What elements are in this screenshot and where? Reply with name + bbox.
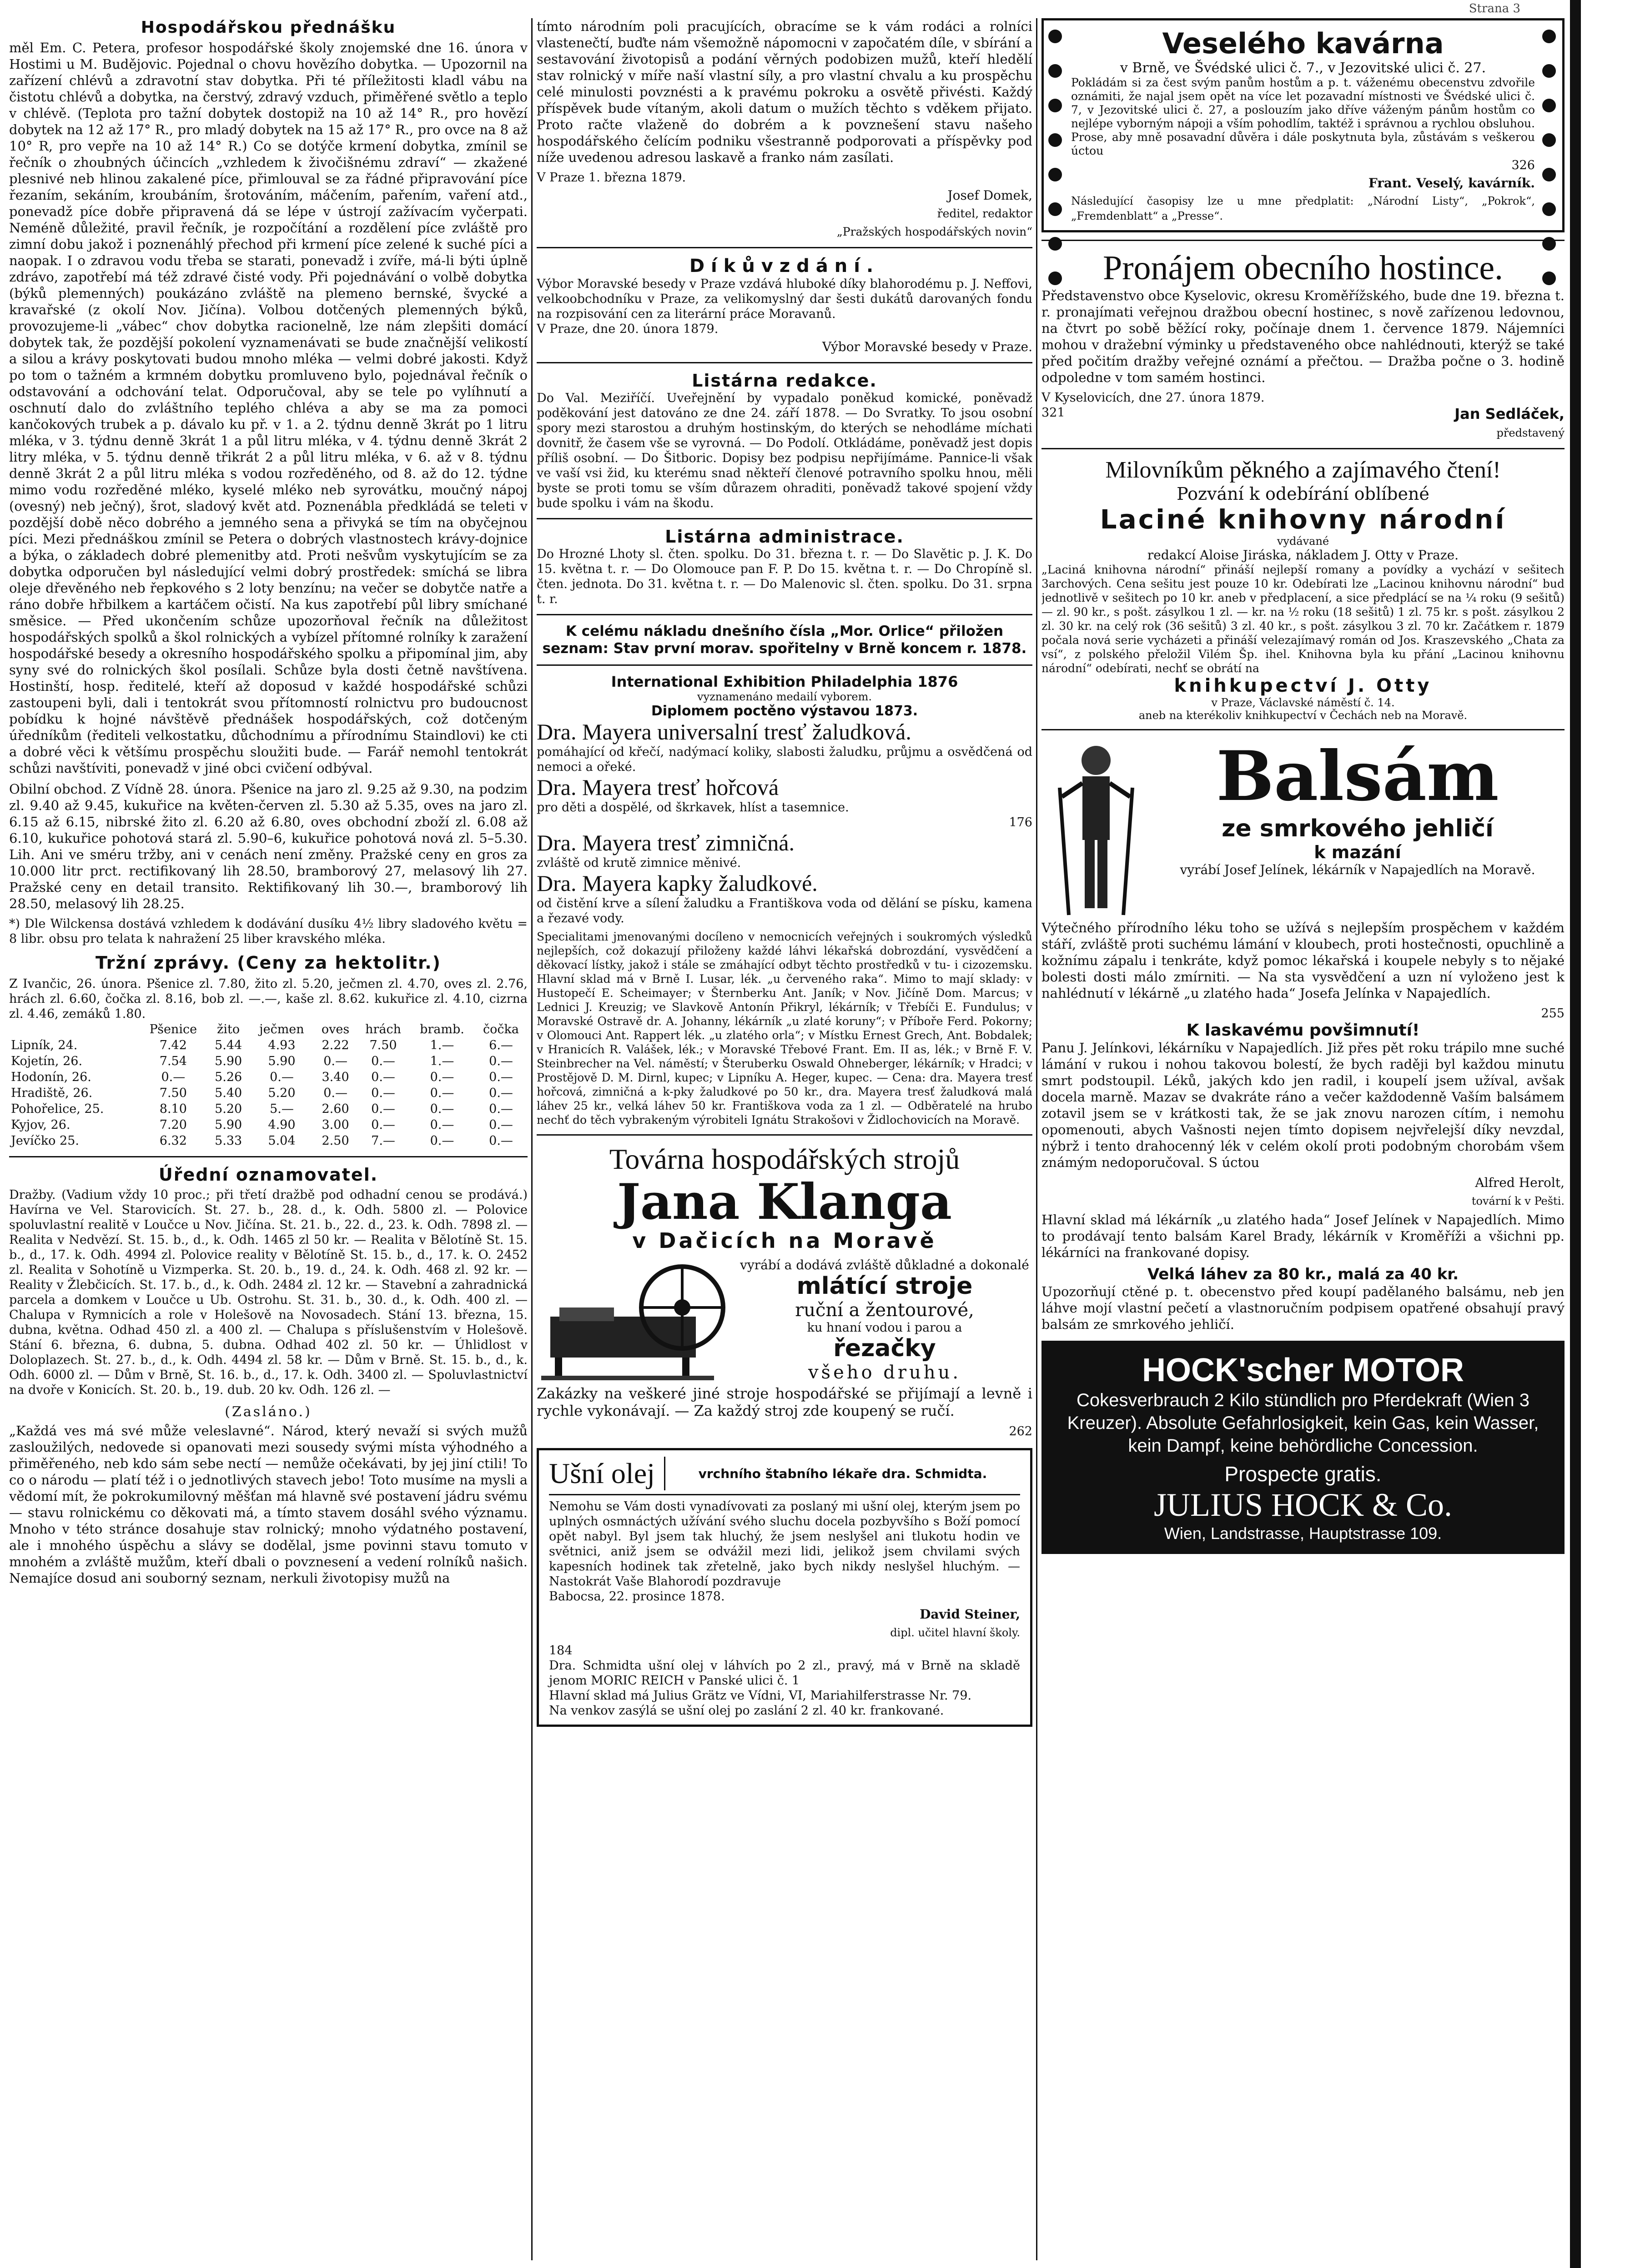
table-cell: 0.— (430, 1118, 454, 1132)
factory-line-1: vyrábí a dodává zvláště důkladné a dokonalé (740, 1257, 1029, 1272)
balsam-title: Balsám (1216, 736, 1499, 816)
cafe-signature: Frant. Veselý, kavárník. (1368, 176, 1535, 191)
table-cell: 8.10 (159, 1102, 187, 1116)
sent-text: „Každá ves má své může veleslavné“. Národ, který nevaží si svých mužů zasloužilých, nedovede si opanovati mezi sousedy svými místa výhodného a přiměřeného, neb kdo sám sebe nectí — nemůže očekávati, by jej jiní ctili! To co o národu — platí též i o jednotlivých stavech jebo! Toto musíme na mysli a vědomí mít, že pokrokumilovný měšťan má hlavně své postavení jádru svému — stavu rolnickému co děkovati má, a tímto stavem dosáhl svého významu. Mnoho v této stránce dosahuje stav rolnický; mnoho výdatného postavení, ale i mnohého úspěchu a slávy se dodělal, jsme povinni stavu tomuto v mnohém a zvláště mužům, kteří dbali o povznesení a vedení rolníků našich. Nemajíce dosud ani souborný seznam, nerkuli životopisy mužů na (9, 1423, 528, 1586)
factory-line-5: řezačky (833, 1335, 936, 1362)
divider (537, 362, 1032, 363)
balsam-signature-role: tovární k v Pešti. (1471, 1195, 1565, 1207)
page-label: Strana 3 (1469, 2, 1520, 15)
lease-signature-row (1041, 405, 1565, 422)
table-cell: 5.90 (268, 1054, 296, 1068)
table-cell: 1.— (430, 1054, 454, 1068)
sent-heading: (Zasláno.) (225, 1404, 312, 1420)
admin-letters-text: Do Hrozné Lhoty sl. čten. spolku. Do 31. března t. r. — Do Slavětic p. J. K. Do 15. května t. r. — Do Olomouce pan F. P. Do 15. května t. r. — Do Chropíně sl. čten. jednota. Do 31. května t. r. — Do Malenovic sl. čten. spolku. Do 31. srpna t. r. (537, 547, 1032, 606)
table-cell: 2.22 (322, 1038, 349, 1052)
table-row (9, 1101, 528, 1117)
thanks-heading: Díkůvzdání. (689, 256, 880, 277)
hock-text: Cokesverbrauch 2 Kilo stündlich pro Pferdekraft (Wien 3 Kreuzer). Absolute Gefahrlosigkeit, kein Gas, kein Wasser, kein Dampf, keine behördliche Concession. (1067, 1390, 1539, 1456)
market-heading: Tržní zprávy. (Ceny za hektolitr.) (95, 953, 442, 973)
factory-line-3: ruční a žentourové, (795, 1300, 974, 1321)
th-place (9, 1021, 139, 1037)
factory-line-6: všeho druhu. (808, 1362, 961, 1383)
factory-owner: Jana Klanga (617, 1173, 952, 1231)
table-cell: 5.90 (215, 1118, 242, 1132)
ear-oil-text: Nemohu se Vám dosti vynadívovati za poslaný mi ušní olej, kterým jsem po uplných osmnáctých užívání svého sluchu docela pozbyvšího s Boží pomocí opět nabyl. Byl jsem tak hluchý, že jsem neslyšel ani tlukotu hodin ve světnici, aniž jsem se odvážil mezi lidi, jelikož jsem chvilami svých kapesních hodinek tak zřetelně, jako bych nikdy neslyšel hluchým. — Nastokrát Vaše Blahorodí pozdravuje (549, 1499, 1020, 1589)
table-cell: Jevíčko 25. (11, 1134, 79, 1148)
th-oats: oves (321, 1022, 350, 1036)
hock-subtitle: Prospecte gratis. (1224, 1462, 1382, 1486)
hock-motor-ad (1041, 1341, 1565, 1554)
appeal-date: V Praze 1. března 1879. (537, 171, 686, 185)
editorial-letters-heading: Listárna redakce. (692, 371, 877, 391)
auctions-text: Dražby. (Vadium vždy 10 proc.; při třetí dražbě pod odhadní cenou se prodává.) Havírna ve Vel. Starovicích. St. 27. b., 28. d., k. Odh. 5800 zl. — Polovice spoluvlastní realitě v Loučce u Nov. Jičína. St. 21. b., 22. d., 23. k. Odh. 7898 zl. — Realita v Nedvězí. St. 15. b., d., k. Odh. 1465 zl 50 kr. — Realita v Bělotíně St. 15. b., d., 17. k. Odh. 4994 zl. Polovice reality v Bělotíně St. 15. b., d., 17. k. O. 2452 zl. Realita v Sohotíně u Vizmperka. St. 20. b., 19. d., 24. k. Odh. 468 zl. 92 kr. — Reality v Žlebčicích. St. 17. b., d., k. Odh. 2484 zl. 12 kr. — Stavební a zahradnická parcela a domkem v Loučce u Ub. Ostrohu. St. 31. b., 30. d., k. Odh. 400 zl. — Chalupa v Rymnicích a role v Holešově na Novosadech. Stání 13. března, 15. dubna, května. Odhad 450 zl. a 400 zl. — Chalupa s příslušenstvím v Holešově. Stání 6. března, 6. dubna, 5. dubna. Odhad 402 zl. 50 kr. — Úhlidlost v Doloplazech. St. 27. b., d., k. Odh. 4494 zl. 58 kr. — Dům v Brně. St. 15. b., d., k. Odh. 6000 zl. — Dům v Brně, St. 16. b., d., 17. k. Odh. 3400 zl. — Spoluvlastnictví na dvoře v Konicích. St. 20. b., 19. dub. 20 kv. Odh. 126 zl. — (9, 1188, 528, 1397)
th-peas: hrách (365, 1022, 401, 1036)
cafe-subtitle: v Brně, ve Švédské ulici č. 7., v Jezovitské ulici č. 27. (1120, 60, 1486, 76)
table-cell: 7.42 (159, 1038, 187, 1052)
table-cell: 1.— (430, 1038, 454, 1052)
th-potatoes: bramb. (420, 1022, 464, 1036)
official-heading: Úřední oznamovatel. (158, 1165, 378, 1185)
table-cell: 0.— (371, 1102, 395, 1116)
factory-line-4: ku hnaní vodou i parou a (807, 1321, 962, 1335)
table-cell: Kyjov, 26. (11, 1118, 70, 1132)
mayer4-title: Dra. Mayera kapky žaludkové. (537, 870, 818, 896)
hock-title: HOCK'scher MOTOR (1142, 1352, 1464, 1388)
factory-ad-body (537, 1257, 1032, 1385)
threshing-machine-illustration (537, 1257, 737, 1385)
table-cell: Lipník, 24. (11, 1038, 78, 1052)
table-cell: 6.— (489, 1038, 513, 1052)
table-cell: 4.90 (268, 1118, 296, 1132)
mayer2-number: 176 (1009, 815, 1032, 830)
ear-oil-signature-role: dipl. učitel hlavní školy. (890, 1626, 1020, 1639)
table-cell: 0.— (161, 1070, 186, 1084)
divider (1041, 240, 1565, 241)
mayer1-title: Dra. Mayera universalní tresť žaludková. (537, 719, 911, 744)
table-cell: 5.— (270, 1102, 294, 1116)
table-cell: 0.— (430, 1102, 454, 1116)
table-cell: 5.20 (215, 1102, 242, 1116)
mayer1-desc: pomáhající od křečí, nadýmací koliky, slabosti žaludku, průjmu a osvědčená od nemoci a ořeké. (537, 745, 1032, 774)
factory-place: v Dačicích na Moravě (632, 1228, 937, 1253)
cafe-text: Pokládám si za čest svým panům hostům a p. t. váženému obecenstvu zdvořile oznámiti, že najal jsem opět na více let pozavadní místnosti ve Švédské ulici č. 7, v Jezovitské ulici č. 27, a poslouzím jako dříve váženým pánům hostům co nejlépe vyborným nápoji a vším pohodlím, taktéž i správnou a rychlou obsluhou. Prose, aby mně posavadní důvěra i dále poskytnuta byla, zůstávám s veškerou úctou (1071, 76, 1535, 157)
balsam-letter: Panu J. Jelínkovi, lékárníku v Napajedlích. Již přes pět roku trápilo mne suché lámání v rukou i nohou takovou bolestí, že bych raději byl každou minutu smrt podstoupil. Léků, jakých kdo jen radil, i koupelí jsem užíval, avšak docela marně. Mazav se dvakráte ráno a večer každodenně Vaším balsámem zotavil jsem se v krátkosti tak, že se jak znovu narozen cítím, i nemohu opomenouti, abych Vašnosti nejen tímto dopisem nejvřelejší díky nevzdal, nýbrž i tento drahocenný lék v celém okolí proti podobným chorobám všem známým nedoporučoval. S úctou (1041, 1040, 1565, 1170)
table-cell: 7.54 (159, 1054, 187, 1068)
table-cell: 0.— (323, 1054, 347, 1068)
divider (9, 1156, 528, 1157)
right-edge-border (1570, 0, 1581, 2268)
table-row (9, 1133, 528, 1149)
table-cell: 4.93 (268, 1038, 296, 1052)
table-cell: Hodonín, 26. (11, 1070, 91, 1084)
table-row (9, 1069, 528, 1085)
table-cell: 0.— (489, 1118, 513, 1132)
divider (537, 614, 1032, 615)
ear-oil-subtitle: vrchního štabního lékaře dra. Schmidta. (698, 1466, 987, 1481)
table-cell: 0.— (371, 1118, 395, 1132)
lease-signature-role: představený (1496, 427, 1565, 439)
ear-oil-text-2: Dra. Schmidta ušní olej v láhvích po 2 zl., pravý, má v Brně na skladě jenom MORIC REICH v Panské ulici č. 1 (549, 1659, 1020, 1688)
factory-number: 262 (1009, 1424, 1032, 1438)
exhibition-subtitle: vyznamenáno medailí vyborem. (697, 690, 872, 703)
ear-oil-header (549, 1457, 1020, 1495)
editorial-letters-text: Do Val. Meziříčí. Uveřejnění by vypadalo poněkud komické, poněvadž poděkování jest datováno ze dne 24. září 1878. — Do Svratky. To jsou osobní spory mezi starostou a druhým hostinským, do kterých se nehodláme míchati dovnitř, že časem vše se vyrovná. — Do Podolí. Otkládáme, poněvadž jest dopis příliš osobní. — Do Šitboric. Dopisy bez podpisu nepřijímáme. Pannice-li však ve vaší vsi žid, ku kterému snad někteří členové potravního spolku hnou, měli byste se proti tomu se vším důrazem ohraditi, poněvadž takové spojení vždy bude spolku i vám na škodu. (537, 391, 1032, 510)
table-cell: 7.50 (159, 1086, 187, 1100)
table-row (9, 1117, 528, 1133)
books-top: Milovníkům pěkného a zajímavého čtení! (1105, 457, 1501, 483)
price-table-header (9, 1021, 528, 1037)
divider (537, 518, 1032, 519)
table-cell: 5.90 (215, 1054, 242, 1068)
balsam-header-text (1151, 738, 1565, 920)
books-published: vydávané (1277, 535, 1329, 548)
table-cell: Hradiště, 26. (11, 1086, 93, 1100)
table-cell: Kojetín, 26. (11, 1054, 83, 1068)
divider (537, 247, 1032, 248)
table-cell: 5.20 (268, 1086, 296, 1100)
table-cell: 0.— (489, 1054, 513, 1068)
table-cell: 5.04 (268, 1134, 296, 1148)
books-text: „Laciná knihovna národní“ přináší nejlepší romany a povídky a vychází v sešitech 3archových. Cena sešitu jest pouze 10 kr. Odebírati lze „Lacinou knihovnu národní“ bud jednotlivě v sešitech po 10 kr. aneb v předplacení, a sice předplácí se na ¼ roku (9 sešitů) — zl. 90 kr., s pošt. zásylkou 1 zl. — kr. na ½ roku (18 sešitů) 1 zl. 75 kr. s pošt. zásylkou 2 zl. 30 kr. na celý rok (36 sešitů) 3 zl. 40 kr., s pošt. zásylkou 3 zl. 70 kr. Začátkem r. 1879 počala nová serie vycházeti a přináší velezajímavý román od Jos. Kraszevského „Chata za vsí“, z polského přeložil Vilém Šp. ihel. Knihovna byla ku přání „Lacinou knihovnu národní“ odebírati, nechť se obrátí na (1041, 563, 1565, 675)
balsam-signature: Alfred Herolt, (1475, 1175, 1565, 1190)
column-1 (9, 18, 528, 1591)
table-cell: 7.20 (159, 1118, 187, 1132)
table-row (9, 1053, 528, 1069)
lease-number: 321 (1041, 406, 1065, 420)
books-tail: aneb na kterékoliv knihkupectví v Čechách neb na Moravě. (1138, 709, 1468, 722)
th-rye: žito (217, 1022, 240, 1036)
table-cell: 0.— (489, 1070, 513, 1084)
price-table (9, 1021, 528, 1149)
hock-address: Wien, Landstrasse, Hauptstrasse 109. (1164, 1524, 1442, 1543)
column-rule-2 (1036, 18, 1037, 2260)
appeal-signature: Josef Domek, (947, 188, 1032, 203)
table-cell: 3.40 (322, 1070, 349, 1084)
table-cell: 3.00 (322, 1118, 349, 1132)
lease-signature: Jan Sedláček, (1454, 405, 1565, 422)
lecture-text: měl Em. C. Petera, profesor hospodářské školy znojemské dne 16. února v Hostimi u M. Budějovic. Pojednal o chovu hovězího dobytka. — Upozornil na zařízení chlévů a zdravotní stav dobytka. Při té příležitosti kladl vábu na čistotu chlévů a dobytka, na čerstvý, zdravý vzduch, přiměřené světlo a teplo v chlévě. (Teplota pro tažní dobytek dostopiž na 10 až 14° R., pro hovězí dobytek na 12 až 17° R., pro mladý dobytek na 15 až 17° R., pro ovce na 8 až 10° R, pro vepře na 10 až 14° R.) Co se dotýče krmení dobytka, zmínil se řečník o zhoubných účincích „vzhledem k živočišnému zdraví“ — zkažené plesnivé neb hlinou zakalené píce, přimlouval se za řádné připravování píce řezaním, sekáním, kroubáním, šrotováním, máčením, pařením, vaření atd., ponevadž píce dobře připravená dá se lépe v ústrojí zažívacím vyčerpati. Neméně důležité, pravil řečník, je rozpočítání a rozdělení píce zvláště pro zimní dobu jakož i poznenáhlý přechod při krmení píce zelené k suché píci a naopak. I o zdravou vodu třeba se starati, ponevadž i zvíře, má-li býti úplně zdrávo, zapotřebí má též zdravé čisté vody. Při pojednávání o volbě dobytka (býků plemenných) poukázáno zvláště na plemeno bernské, švycké a kravařské (z okolí Nov. Jičína). Volbou dotčených plemenných býků, provozujeme-li „vábec“ chov dobytka racionelně, lze nám zlepšiti domácí dobytek tak, že pozdější pokolení vyznamenávati se bude značnější velikostí a silou a krávy poskytovati budou mnoho mléka — velmi dobré jakosti. Když po tom o tažném a krmném dobytku promluveno bylo, pojednával řečník o odstavování a odchování telat. Odporučoval, aby se tele po vylíhnutí a oschnutí dalo do zvláštního teplého chléva a aby se ma za pomoci kančokových trubek a p. dávalo ku př. v 1. a 2. týdnu denně 3krát po 1 litru mléka, v 3. týdnu denně 3krát 1 a půl litru mléka, v 4. týdnu denně 3krát 2 litry mléka, v 5. týdnu denně třikrát 2 a půl litru mléka, v 6. až v 8. týdnu denně 3krát 2 a půl litru mléka s vodou rozředěného, od 8. až do 12. týdne mimo vodu rozředěné mléko, kyselé mléko neb syrovátku, moučný nápoj (ovesný) neb ječný), šrot, sladový květ atd. Poznenábla předkládá se teleti v pozdější době něco dobrého a jemného sena a přivyká se tím na obyčejnou píci. Mezi přednáškou zmínil se Petera o dobrých vlastnostech krávy-dojnice a býka, o základech dobré plemenitby atd. Proti nešvům vyskytujícím se za dobytka odporučen byl následující velmi dobrý prostředek: smíchá se libra oleje dřevěného neb řepkového s 2 loty benzínu; na večer se dobytče natře a ráno dobře hřbilkem a kartáčem očistí. Na kus zapotřebí půl libry smíchané směsice. — Před ukončením schůze upozorňoval řečník na důležitost hospodářských spolků a škol rolnických a vybízel přítomné rolníky k zaražení hospodářské besedy a okresního hospodářského spolku a připomínal jim, aby syny své do rolnických škol posílali. Schůze byla dosti četně navštívena. Hostinští, hosp. ředitelé, kteří až doposud v každé hospodářské schůzi zastoupeni byli, dali i tentokrát svou přítomností rolnictvu pro budoucnost pobídku k hojné návštěvě přednášek hospodářských, což dotčeným úředníkům (řediteli velkostatku, důchodnímu a přírodnímu Staindlovi) ke cti a dobré věci k většímu prospěchu sloužiti bude. — Farář nemohl tentokrát schůzi navštíviti, ponevadž v jiné obci cvičení odbýval. (9, 40, 528, 776)
admin-letters-heading: Listárna administrace. (665, 527, 904, 547)
thanks-date: V Praze, dne 20. února 1879. (537, 322, 719, 336)
cafe-newspapers: Následující časopisy lze u mne předplatit: „Národní Listy“, „Pokrok“, „Fremdenblatt“ a „Presse“. (1071, 195, 1535, 222)
factory-line-2: mlátící stroje (796, 1272, 973, 1300)
books-editor: redakcí Aloise Jiráska, nákladem J. Otty v Praze. (1147, 548, 1459, 563)
table-cell: 0.— (371, 1086, 395, 1100)
table-cell: 6.32 (159, 1134, 187, 1148)
thanks-text: Výbor Moravské besedy v Praze vzdává hluboké díky blahorodému p. J. Neffovi, velkoobchodníku v Praze, za velikomyslný dar šesti dukátů darovaných fondu na rozpisování cen za literární práce Moravanů. (537, 277, 1032, 321)
lease-date: V Kyselovicích, dne 27. února 1879. (1041, 391, 1265, 405)
ear-oil-text-3: Hlavní sklad má Julius Grätz ve Vídni, VI, Mariahilferstrasse Nr. 79. (549, 1689, 972, 1703)
cafe-title: Veselého kavárna (1162, 27, 1444, 60)
supplement-notice: K celému nákladu dnešního čísla „Mor. Orlice“ přiložen seznam: Stav první morav. spořitelny v Brně koncem r. 1878. (542, 623, 1027, 657)
mayer-text: Specialitami jmenovanými docíleno v nemocnicích veřejných i soukromých výsledků nejlepších, což dokazují přiloženy každé láhvi lékařská dobrozdání, vysvědčení a děkovací lístky, jakož i stále se zmáhající odbyt těchto prostředků v tu- i cizozemsku. Hlavní sklad má v Brně I. Lusar, lék. „u červeného raka“. Mimo to mají sklady: v Hustopečí E. Scheimayer; v Šternberku Ant. Janík; v Nov. Jičíně Dom. Marcus; v Lednici J. Kreuzig; ve Slavkově Antonín Přikryl, lékárník; v Třebíči E. Fundulus; v Moravské Ostravě dr. A. Johanny, lékárník „u zlaté koruny“; v Příboře Ferd. Pokorny; v Olomouci Ant. Rappert lék. „u zlatého orla“; v Místku Ernest Grech, Ant. Bobdalek; v Hranicích R. Valášek, lék.; v Moravské Třebové Frant. Em. II as, lék.; v Brně F. V. Steinbrecher na Vel. náměstí; v Šteruberku Oswald Ohneberger, lékárník; v Hradci; v Prostějově D. M. Dirnl, kupec; v Lipníku A. Heger, kupec. — Cena: dra. Mayera tresť hořcová, zimničná a k-pky žaludkové po 50 kr., dra. Mayera tresť žaludková malá láhev 25 kr., velká láhev 50 kr. Františkova voda za 1 zl. — Odběratelé na hrubo nechť do těch vybrakeným výrobiteli Ignátu Strakošovi v Židlochovicích na Moravě. (537, 930, 1032, 1126)
appeal-signature-role: ředitel, redaktor (937, 207, 1032, 220)
balsam-number: 255 (1541, 1006, 1565, 1021)
table-cell: 0.— (371, 1054, 395, 1068)
table-row (9, 1085, 528, 1101)
table-cell: 7.50 (369, 1038, 397, 1052)
table-cell: 0.— (489, 1086, 513, 1100)
balsam-subtitle-2: k mazání (1314, 842, 1401, 862)
table-cell: 0.— (430, 1086, 454, 1100)
balsam-maker: vyrábí Josef Jelínek, lékárník v Napajedlích na Moravě. (1180, 862, 1535, 877)
man-with-crutches-illustration (1041, 738, 1151, 920)
factory-ad-text (737, 1257, 1032, 1385)
divider (1041, 729, 1565, 730)
appeal-text: tímto národním poli pracujících, obracíme se k vám rodáci a rolníci vlastenečtí, buďte nám všemožně nápomocni v započatém díle, v sbírání a sestavování životopisů a podání věrných podobizen mužů, kteří hledělí stav rolnický v míře naší vlastní síly, a pro vlastní chvalu a ku prospěchu celé minulosti povznésti a k pravému pokroku a osvětě přivésti. Každý příspěvek bude vítaným, akoli datum o mužích těchto s vděkem přijato. Proto račte vlaženě do dobrém a k povznešení stavu našeho hospodářského čelícím podniku všestranně podporovati a příspěvky pod níže uvedenou adresou laskavě a franko nám zasílati. (537, 19, 1032, 165)
table-cell: 0.— (430, 1070, 454, 1084)
factory-text: Zakázky na veškeré jiné stroje hospodářské se přijímají a levně i rychle vykonávají. — Za každý stroj zde koupený se ručí. (537, 1385, 1032, 1419)
divider (1041, 448, 1565, 449)
factory-title: Továrna hospodářských strojů (609, 1143, 960, 1175)
table-cell: 0.— (430, 1134, 454, 1148)
th-barley: ječmen (259, 1022, 304, 1036)
balsam-subtitle: ze smrkového jehličí (1222, 815, 1494, 842)
divider (537, 1134, 1032, 1136)
ear-oil-signature: David Steiner, (920, 1607, 1020, 1622)
books-address: v Praze, Václavské náměstí č. 14. (1211, 696, 1395, 709)
column-2 (537, 18, 1032, 1727)
balsam-text: Výtečného přírodního léku toho se užívá s nejlepším prospěchem v každém stáří, zvláště proti suchému lámání v kloubech, proti hostečnosti, opuchlině a kožnímu zápalu i tenkráte, když pomoc lékařská i koupele nebyly s to nějaké bolesti dosti málo zmírniti. — Na sta vysvědčení a uzn ní vyloženo jest k nahlédnutí v lékárně „u zlatého hada“ Josefa Jelínka v Napajedlích. (1041, 920, 1565, 1001)
table-cell: 5.26 (215, 1070, 242, 1084)
table-cell: Pohořelice, 25. (11, 1102, 104, 1116)
balsam-notice: K laskavému povšimnutí! (1186, 1021, 1420, 1040)
thanks-signature: Výbor Moravské besedy v Praze. (822, 339, 1032, 354)
balsam-text-2: Hlavní sklad má lékárník „u zlatého hada“ Josef Jelínek v Napajedlích. Mimo to prodávají tento balsám Karel Brady, lékárník v Kroměříži a všichni pp. lékárníci na frankované dopisy. (1041, 1212, 1565, 1260)
table-cell: 0.— (371, 1070, 395, 1084)
column-3 (1041, 18, 1565, 1554)
exhibition-title: International Exhibition Philadelphia 1876 (611, 673, 958, 690)
ear-oil-title: Ušní olej (549, 1457, 665, 1490)
th-lentils: čočka (483, 1022, 519, 1036)
ear-oil-text-4: Na venkov zasýlá se ušní olej po zaslání 2 zl. 40 kr. frankované. (549, 1704, 944, 1718)
table-cell: 2.60 (322, 1102, 349, 1116)
table-cell: 5.40 (215, 1086, 242, 1100)
balsam-header (1041, 738, 1565, 920)
lease-text: Představenstvo obce Kyselovic, okresu Kroměřížského, bude dne 19. března t. r. pronajímati veřejnou dražbou obecní hostinec, s nově zařízenou ledovnou, na čtvrt po sobě běžící roky, počínaje dnem 1. července 1879. Nájemníci mohou v dražební výminky u představeného obce nahlédnouti, kterýž se také před počitím dražby veřejné oznámí a přečtou. — Dražba počne o 3. hodině odpoledne v tom samém hostinci. (1041, 288, 1565, 385)
lecture-heading: Hospodářskou přednášku (141, 18, 396, 37)
balsam-price: Velká láhev za 80 kr., malá za 40 kr. (1147, 1265, 1459, 1283)
ear-oil-ad (537, 1448, 1032, 1727)
lease-title: Pronájem obecního hostince. (1102, 249, 1504, 287)
diploma-line: Diplomem poctěno výstavou 1873. (651, 703, 918, 719)
cafe-number: 326 (1511, 158, 1535, 172)
mayer4-desc: od čistění krve a sílení žaludku a Františkova voda od dělání se písku, kamena a řezavé vody. (537, 896, 1032, 925)
market-text: Z Ivančic, 26. února. Pšenice zl. 7.80, žito zl. 5.20, ječmen zl. 4.70, oves zl. 2.76, hrách zl. 6.60, čočka zl. 8.16, bob zl. —.—, kaše zl. 8.62. kukuřice zl. 4.10, cizrna zl. 4.46, zemáků 1.80. (9, 977, 528, 1021)
cafe-ad-right-border (1542, 30, 1558, 306)
balsam-warning: Upozorňují ctěné p. t. obecenstvo před koupí padělaného balsámu, neb jen láhve mojí vlastní pečetí a vlastnoručním podpisem opatřené obsahují pravý balsám ze smrkového jehličí. (1041, 1284, 1565, 1332)
table-cell: 7.— (371, 1134, 395, 1148)
ear-oil-number: 184 (549, 1644, 573, 1658)
table-cell: 5.33 (215, 1134, 242, 1148)
grain-market-text: Obilní obchod. Z Vídně 28. února. Pšenice na jaro zl. 9.25 až 9.30, na podzim zl. 9.40 až 9.45, kukuřice na květen-červen zl. 5.30 až 5.35, oves na jaro zl. 6.15 až 6.15, nibrské žito zl. 6.20 až 6.80, oves obchodní zboží zl. 6.08 až 6.10, kukuřice pohotová stará zl. 5.90–6, kukuřice pohotová nová zl. 5–5.30. Lih. Ani ve sméru tržby, ani v cenách není změny. Pražské ceny en gros za 10.000 litr prct. rectifikovaný lih 28.50, bramborový 27, melasový lih 27. Pražské ceny en detail transito. Rektifikovaný lih 30.—, bramborový lih 28.50, melasový lih 28.25. (9, 781, 528, 911)
books-shop: knihkupectví J. Otty (1174, 675, 1432, 696)
table-cell: 0.— (489, 1134, 513, 1148)
table-cell: 2.50 (322, 1134, 349, 1148)
books-invite: Pozvání k odebírání oblíbené (1177, 484, 1429, 504)
mayer2-title: Dra. Mayera tresť hořcová (537, 774, 779, 800)
mayer2-desc: pro děti a dospělé, od škrkavek, hlíst a tasemnice. (537, 800, 849, 815)
grain-footnote: *) Dle Wilckensa dostává vzhledem k dodávání dusíku 4½ libry sladového květu = 8 libr. obsu pro telata k nahražení 25 liber kravského mléka. (9, 917, 528, 946)
table-row (9, 1037, 528, 1053)
divider (537, 664, 1032, 666)
mayer3-title: Dra. Mayera tresť zimničná. (537, 830, 795, 855)
table-cell: 0.— (270, 1070, 294, 1084)
table-cell: 0.— (323, 1086, 347, 1100)
table-cell: 0.— (489, 1102, 513, 1116)
column-rule-1 (531, 18, 533, 2260)
mayer3-desc: zvláště od krutě zimnice měnivé. (537, 856, 741, 870)
th-wheat: Pšenice (149, 1022, 197, 1036)
hock-name: JULIUS HOCK & Co. (1153, 1487, 1453, 1523)
appeal-signature-paper: „Pražských hospodářských novin“ (836, 225, 1032, 238)
table-cell: 5.44 (215, 1038, 242, 1052)
cafe-ad-left-border (1048, 30, 1064, 306)
cafe-ad (1041, 18, 1565, 232)
ear-oil-place: Babocsa, 22. prosince 1878. (549, 1589, 725, 1604)
books-title: Laciné knihovny národní (1100, 504, 1506, 535)
